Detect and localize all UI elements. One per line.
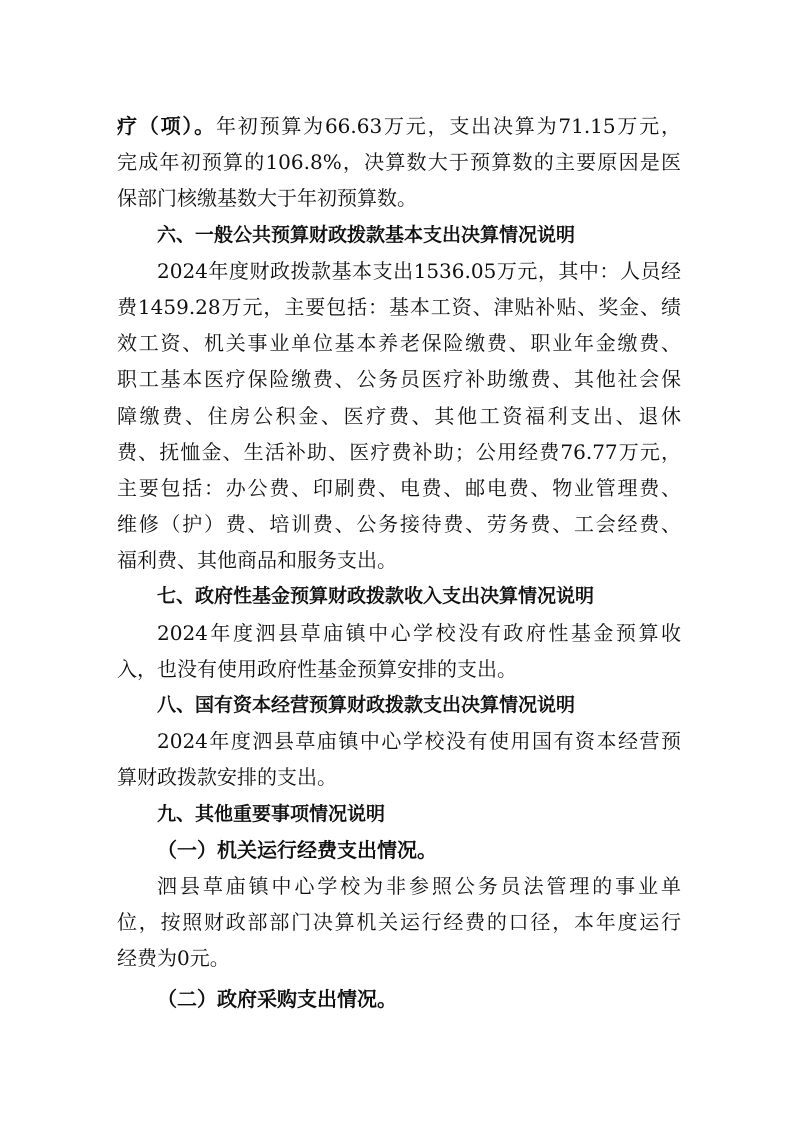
paragraph-line: 经费为0元。 (117, 946, 230, 971)
bold-run: 疗（项）。 (117, 114, 216, 138)
paragraph-line: 2024年度泗县草庙镇中心学校没有使用国有资本经营预 (157, 729, 681, 754)
paragraph-line: 福利费、其他商品和服务支出。 (117, 548, 397, 573)
section-heading-6: 六、一般公共预算财政拨款基本支出决算情况说明 (157, 223, 576, 246)
text-run: 年初预算为66.63万元，支出决算为71.15万元， (215, 114, 681, 138)
paragraph-line: 泗县草庙镇中心学校为非参照公务员法管理的事业单 (157, 873, 681, 898)
paragraph-line: 2024年度泗县草庙镇中心学校没有政府性基金预算收 (157, 620, 681, 645)
subsection-heading-9-2: （二）政府采购支出情况。 (157, 986, 397, 1011)
paragraph-line: 位，按照财政部部门决算机关运行经费的口径，本年度运行 (117, 910, 681, 935)
paragraph-line: 维修（护）费、培训费、公务接待费、劳务费、工会经费、 (117, 512, 681, 537)
section-heading-8: 八、国有资本经营预算财政拨款支出决算情况说明 (157, 694, 576, 716)
paragraph-line: 职工基本医疗保险缴费、公务员医疗补助缴费、其他社会保 (117, 367, 681, 392)
paragraph-line: 保部门核缴基数大于年初预算数。 (117, 186, 417, 211)
paragraph-line: 入，也没有使用政府性基金预算安排的支出。 (117, 656, 517, 681)
paragraph-line: 费1459.28万元，主要包括：基本工资、津贴补贴、奖金、绩 (117, 294, 681, 319)
paragraph-line: 效工资、机关事业单位基本养老保险缴费、职业年金缴费、 (117, 331, 681, 356)
paragraph-line: 2024年度财政拨款基本支出1536.05万元，其中：人员经 (157, 258, 681, 283)
paragraph-line: 障缴费、住房公积金、医疗费、其他工资福利支出、退休 (117, 403, 681, 428)
section-heading-7: 七、政府性基金预算财政拨款收入支出决算情况说明 (157, 585, 595, 608)
subsection-heading-9-1: （一）机关运行经费支出情况。 (157, 837, 437, 862)
paragraph-line (117, 108, 681, 144)
section-heading-9: 九、其他重要事项情况说明 (157, 802, 386, 825)
paragraph-line: 完成年初预算的106.8%，决算数大于预算数的主要原因是医 (117, 150, 681, 175)
paragraph-line: 主要包括：办公费、印刷费、电费、邮电费、物业管理费、 (117, 475, 681, 500)
paragraph-line: 费、抚恤金、生活补助、医疗费补助；公用经费76.77万元， (117, 439, 681, 464)
document-page (117, 108, 681, 1017)
paragraph-line: 算财政拨款安排的支出。 (117, 765, 337, 790)
